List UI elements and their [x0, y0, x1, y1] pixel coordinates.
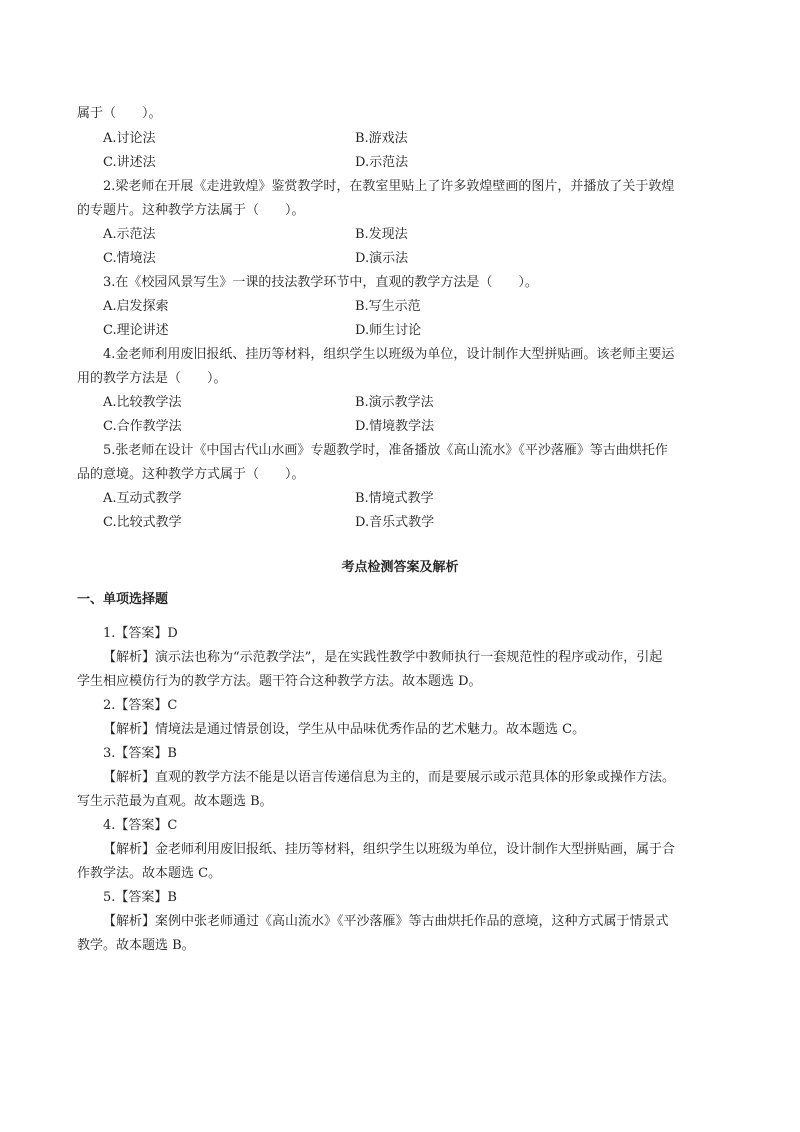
question-4-option-d: D.情境教学法 — [355, 419, 435, 434]
question-4-option-c: C.合作教学法 — [103, 419, 182, 434]
question-5-text-cont: 品的意境。这种教学方式属于（ ）。 — [77, 467, 305, 482]
question-2-option-d: D.演示法 — [355, 251, 409, 266]
answer-3: 3.【答案】B — [103, 746, 177, 761]
section-heading-single-choice: 一、单项选择题 — [77, 592, 169, 607]
question-1-option-a: A.讨论法 — [103, 131, 156, 146]
explanation-4: 【解析】金老师利用废旧报纸、挂历等材料，组织学生以班级为单位，设计制作大型拼贴画，属于合 — [103, 842, 676, 857]
question-2-text-cont: 的专题片。这种教学方法属于（ ）。 — [77, 203, 305, 218]
explanation-5: 【解析】案例中张老师通过《高山流水》《平沙落雁》等古曲烘托作品的意境，这种方式属于情景式 — [103, 914, 669, 929]
question-3-option-d: D.师生讨论 — [355, 323, 422, 338]
question-4-text-cont: 用的教学方法是（ ）。 — [77, 371, 227, 386]
explanation-1-cont: 学生相应模仿行为的教学方法。题干符合这种教学方法。故本题选 D。 — [77, 674, 482, 689]
explanation-4-cont: 作教学法。故本题选 C。 — [77, 866, 222, 881]
question-5-option-b: B.情境式教学 — [355, 491, 434, 506]
question-2-option-c: C.情境法 — [103, 251, 156, 266]
question-5-text: 5.张老师在设计《中国古代山水画》专题教学时，准备播放《高山流水》《平沙落雁》等古曲烘托作 — [103, 443, 668, 458]
question-5-option-d: D.音乐式教学 — [355, 515, 435, 530]
question-5-option-a: A.互动式教学 — [103, 491, 182, 506]
answer-2: 2.【答案】C — [103, 698, 178, 713]
explanation-2: 【解析】情境法是通过情景创设，学生从中品味优秀作品的艺术魅力。故本题选 C。 — [103, 722, 586, 737]
answer-1: 1.【答案】D — [103, 626, 178, 641]
answer-4: 4.【答案】C — [103, 818, 178, 833]
question-4-option-a: A.比较教学法 — [103, 395, 182, 410]
question-5-option-c: C.比较式教学 — [103, 515, 182, 530]
explanation-3: 【解析】直观的教学方法不能是以语言传递信息为主的，而是要展示或示范具体的形象或操作方法。 — [103, 770, 676, 785]
question-1-tail: 属于（ ）。 — [77, 106, 162, 121]
explanation-5-cont: 教学。故本题选 B。 — [77, 938, 195, 953]
question-2-option-a: A.示范法 — [103, 227, 156, 242]
answers-title: 考点检测答案及解析 — [341, 560, 459, 575]
question-1-option-b: B.游戏法 — [355, 131, 408, 146]
question-3-text: 3.在《校园风景写生》一课的技法教学环节中，直观的教学方法是（ ）。 — [103, 275, 538, 290]
question-2-option-b: B.发现法 — [355, 227, 408, 242]
question-4-option-b: B.演示教学法 — [355, 395, 434, 410]
question-2-text: 2.梁老师在开展《走进敦煌》鉴赏教学时，在教室里贴上了许多敦煌壁画的图片，并播放了关于敦煌 — [103, 179, 675, 194]
question-3-option-c: C.理论讲述 — [103, 323, 169, 338]
question-3-option-a: A.启发探索 — [103, 299, 169, 314]
explanation-3-cont: 写生示范最为直观。故本题选 B。 — [77, 794, 273, 809]
answer-5: 5.【答案】B — [103, 890, 177, 905]
question-4-text: 4.金老师利用废旧报纸、挂历等材料，组织学生以班级为单位，设计制作大型拼贴画。该老师主要运 — [103, 347, 675, 362]
question-1-option-d: D.示范法 — [355, 155, 409, 170]
question-1-option-c: C.讲述法 — [103, 155, 156, 170]
question-3-option-b: B.写生示范 — [355, 299, 421, 314]
explanation-1: 【解析】演示法也称为“示范教学法”，是在实践性教学中教师执行一套规范性的程序或动作，引起 — [103, 650, 663, 665]
